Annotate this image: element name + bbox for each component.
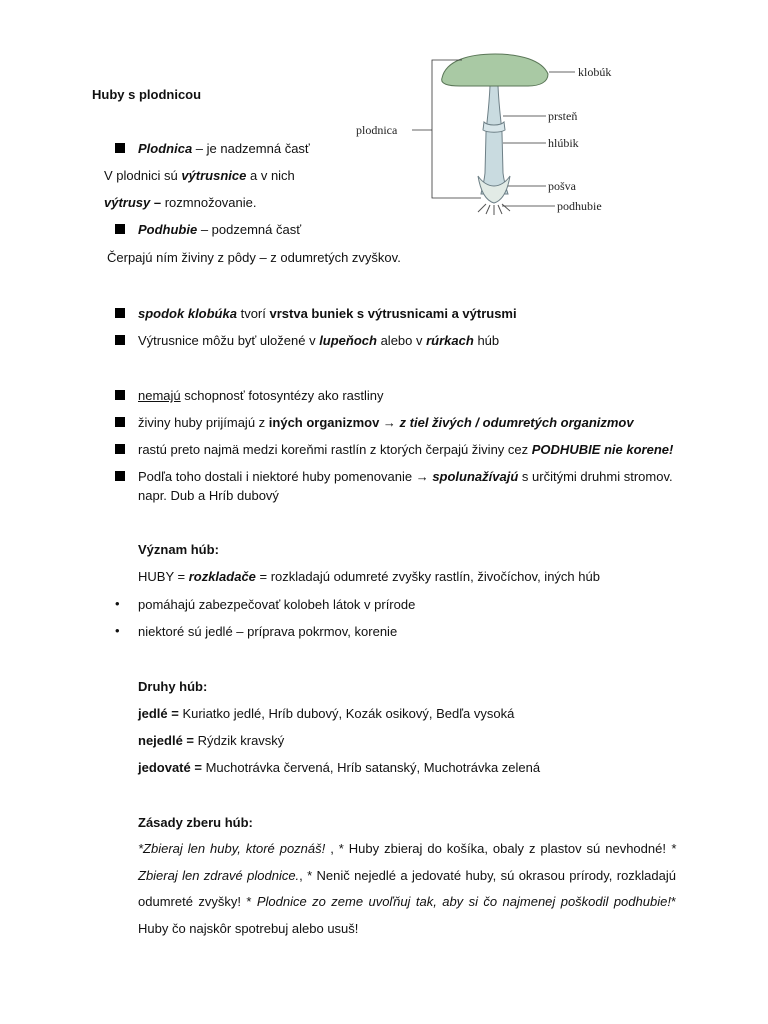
- vytrusnice-line: V plodnici sú výtrusnice a v nich: [104, 168, 295, 183]
- round-bullet: •: [115, 596, 120, 611]
- square-bullet: [115, 143, 125, 153]
- label-posva: pošva: [548, 179, 576, 193]
- jedle-line: jedlé = Kuriatko jedlé, Hríb dubový, Kozák osikový, Bedľa vysoká: [138, 706, 515, 721]
- rozkladace-line: HUBY = rozkladače = rozkladajú odumreté zvyšky rastlín, živočíchov, iných húb: [138, 569, 600, 584]
- vytrusy-line: výtrusy – rozmnožovanie.: [104, 195, 257, 210]
- page-title: Huby s plodnicou: [92, 87, 202, 102]
- zasady-title: Zásady zberu húb:: [138, 815, 253, 830]
- vytrusnice-ulozenie-line: Výtrusnice môžu byť uložené v lupeňoch alebo v rúrkach húb: [138, 333, 500, 348]
- nejedle-line: nejedlé = Rýdzik kravský: [138, 733, 285, 748]
- fotosynteza-line: nemajú schopnosť fotosyntézy ako rastliny: [138, 388, 384, 403]
- rastu-line: rastú preto najmä medzi koreňmi rastlín z ktorých čerpajú živiny cez PODHUBIE nie korene!: [138, 442, 674, 457]
- round-bullet: •: [115, 623, 120, 638]
- cerpaju-line: Čerpajú ním živiny z pôdy – z odumretých zvyškov.: [107, 250, 401, 265]
- pomenovanie-line: Podľa toho dostali i niektoré huby pomenovanie → spolunažívajú s určitými druhmi stromov.: [138, 469, 673, 484]
- square-bullet: [115, 224, 125, 234]
- jedovate-line: jedovaté = Muchotrávka červená, Hríb satanský, Muchotrávka zelená: [138, 760, 541, 775]
- square-bullet: [115, 471, 125, 481]
- druhy-title: Druhy húb:: [138, 679, 208, 694]
- square-bullet: [115, 417, 125, 427]
- plodnica-line: Plodnica – je nadzemná časť: [138, 141, 310, 156]
- ziviny-line: živiny huby prijímajú z iných organizmov → z tiel živých / odumretých organizmov: [138, 415, 634, 430]
- dub-line: napr. Dub a Hríb dubový: [138, 488, 279, 503]
- label-prsten: prsteň: [548, 109, 578, 123]
- mushroom-diagram: [350, 48, 620, 223]
- vyznam-title: Význam húb:: [138, 542, 219, 557]
- label-podhubie: podhubie: [557, 199, 602, 213]
- label-plodnica: plodnica: [356, 123, 398, 137]
- label-hlubik: hlúbik: [548, 136, 579, 150]
- kolobeh-line: pomáhajú zabezpečovať kolobeh látok v prírode: [138, 597, 416, 612]
- label-klobuk: klobúk: [578, 65, 612, 79]
- square-bullet: [115, 308, 125, 318]
- mushroom-illustration: [350, 48, 620, 223]
- square-bullet: [115, 444, 125, 454]
- jedle-korenie-line: niektoré sú jedlé – príprava pokrmov, korenie: [138, 624, 398, 639]
- square-bullet: [115, 390, 125, 400]
- square-bullet: [115, 335, 125, 345]
- zasady-paragraph: *Zbieraj len huby, ktoré poznáš! , * Huby zbieraj do košíka, obaly z plastov sú nevhodné! * Zbieraj len zdravé plodnice., * Nenič nejedlé a jedovaté huby, sú okrasou prírody, rozkladajú odumreté zvyšky! * Plodnice zo zeme uvoľňuj tak, aby si čo najmenej poškodil podhubie!* Huby čo najskôr spotrebuj alebo usuš!: [138, 841, 676, 936]
- podhubie-line: Podhubie – podzemná časť: [138, 222, 302, 237]
- spodok-klobuka-line: spodok klobúka tvorí vrstva buniek s výtrusnicami a výtrusmi: [138, 306, 517, 321]
